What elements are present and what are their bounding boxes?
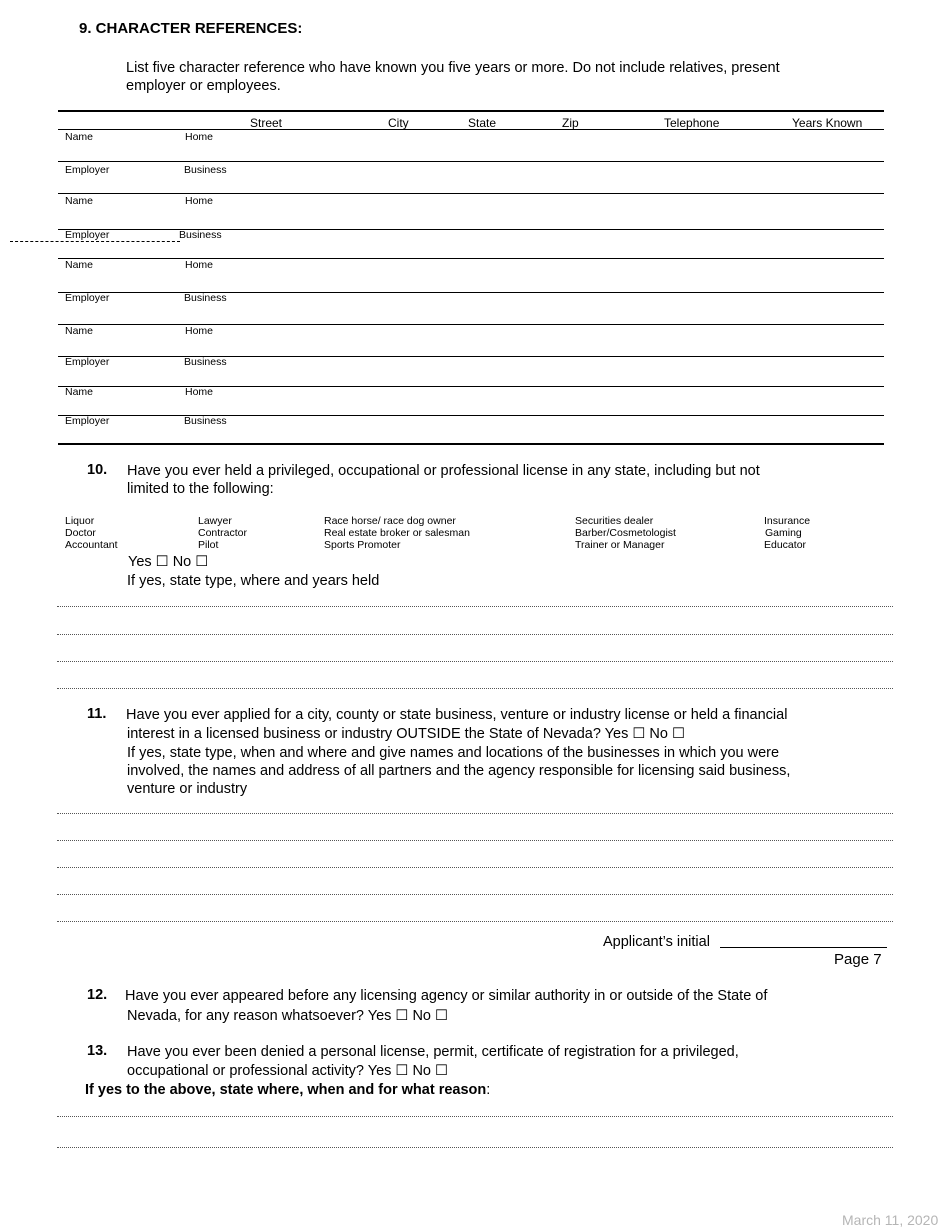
q13-note-colon: : <box>486 1082 491 1098</box>
license-item: Real estate broker or salesman <box>324 527 470 539</box>
q13-line2[interactable]: occupational or professional activity? Yes ☐ No ☐ <box>127 1063 449 1079</box>
q13-note-bold: If yes to the above, state where, when and for what reason <box>85 1082 487 1098</box>
row-rule <box>58 292 884 293</box>
row5-sublabel[interactable]: Home <box>185 259 214 271</box>
row9-sublabel[interactable]: Home <box>185 386 214 398</box>
q9-instruction-line2: employer or employees. <box>126 78 281 94</box>
license-item: Insurance <box>764 515 811 527</box>
row2-label[interactable]: Employer <box>65 164 110 176</box>
license-item: Lawyer <box>198 515 232 527</box>
row4-sublabel[interactable]: Business <box>179 229 222 241</box>
row-rule <box>58 356 884 357</box>
license-item: Pilot <box>198 539 219 551</box>
license-item: Sports Promoter <box>324 539 401 551</box>
dashed-marker <box>10 241 180 242</box>
row-rule <box>58 324 884 325</box>
q13-line1: Have you ever been denied a personal license, permit, certificate of registration for a privileged, <box>127 1044 739 1060</box>
q11-line5: venture or industry <box>127 781 248 797</box>
answer-line[interactable] <box>57 813 893 814</box>
applicant-initial-field[interactable] <box>720 947 887 948</box>
row1-sublabel[interactable]: Home <box>185 131 214 143</box>
row3-sublabel[interactable]: Home <box>185 195 214 207</box>
q10-line2: limited to the following: <box>127 481 274 497</box>
col-street: Street <box>250 116 283 130</box>
q10-if-yes: If yes, state type, where and years held <box>127 573 380 589</box>
col-zip: Zip <box>562 116 579 130</box>
col-state: State <box>468 116 497 130</box>
header-rule <box>58 129 884 130</box>
answer-line[interactable] <box>57 840 893 841</box>
row8-sublabel[interactable]: Business <box>184 356 227 368</box>
row4-label[interactable]: Employer <box>65 229 110 241</box>
answer-line[interactable] <box>57 688 893 689</box>
q11-line2[interactable]: interest in a licensed business or industry OUTSIDE the State of Nevada? Yes ☐ No ☐ <box>127 726 685 742</box>
q13-note <box>85 1081 490 1099</box>
row7-sublabel[interactable]: Home <box>185 325 214 337</box>
license-item: Trainer or Manager <box>575 539 665 551</box>
q10-line1: Have you ever held a privileged, occupational or professional license in any state, including but not <box>127 463 760 479</box>
applicant-initial-label: Applicant’s initial <box>603 934 710 950</box>
q11-line4: involved, the names and address of all partners and the agency responsible for licensing said business, <box>127 763 791 779</box>
row7-label[interactable]: Name <box>65 325 94 337</box>
license-item: Barber/Cosmetologist <box>575 527 676 539</box>
answer-line[interactable] <box>57 894 893 895</box>
col-telephone: Telephone <box>664 116 720 130</box>
row1-label[interactable]: Name <box>65 131 94 143</box>
q10-yes-no-checkboxes[interactable]: Yes ☐ No ☐ <box>128 554 209 570</box>
answer-line[interactable] <box>57 661 893 662</box>
row2-sublabel[interactable]: Business <box>184 164 227 176</box>
row5-label[interactable]: Name <box>65 259 94 271</box>
table-top-rule <box>58 110 884 112</box>
row9-label[interactable]: Name <box>65 386 94 398</box>
page-number: Page 7 <box>834 951 882 968</box>
license-item: Doctor <box>65 527 96 539</box>
answer-line[interactable] <box>57 1147 893 1148</box>
q12-number: 12. <box>87 987 108 1003</box>
row3-label[interactable]: Name <box>65 195 94 207</box>
answer-line[interactable] <box>57 1116 893 1117</box>
q9-instruction-line1: List five character reference who have known you five years or more. Do not include relatives, present <box>126 60 780 76</box>
q11-number: 11. <box>87 706 107 722</box>
q11-line3: If yes, state type, when and where and give names and locations of the businesses in which you were <box>127 745 780 761</box>
q13-number: 13. <box>87 1043 108 1059</box>
footer-date: March 11, 2020 <box>842 1212 939 1228</box>
row10-sublabel[interactable]: Business <box>184 415 227 427</box>
license-item: Accountant <box>65 539 118 551</box>
answer-line[interactable] <box>57 634 893 635</box>
answer-line[interactable] <box>57 867 893 868</box>
license-item: Race horse/ race dog owner <box>324 515 456 527</box>
row-rule <box>58 386 884 387</box>
license-item: Securities dealer <box>575 515 654 527</box>
answer-line[interactable] <box>57 606 893 607</box>
row-rule <box>58 193 884 194</box>
row-rule <box>58 258 884 259</box>
row6-label[interactable]: Employer <box>65 292 110 304</box>
row8-label[interactable]: Employer <box>65 356 110 368</box>
q11-line1: Have you ever applied for a city, county or state business, venture or industry license or held a financial <box>126 707 788 723</box>
q12-line2[interactable]: Nevada, for any reason whatsoever? Yes ☐ No ☐ <box>127 1008 449 1024</box>
q9-title: 9. CHARACTER REFERENCES: <box>79 20 303 37</box>
answer-line[interactable] <box>57 921 893 922</box>
license-item: Liquor <box>65 515 95 527</box>
col-years-known: Years Known <box>792 116 863 130</box>
table-bottom-rule <box>58 443 884 445</box>
col-city: City <box>388 116 409 130</box>
license-item: Contractor <box>198 527 248 539</box>
license-item: Gaming <box>765 527 802 539</box>
row6-sublabel[interactable]: Business <box>184 292 227 304</box>
row10-label[interactable]: Employer <box>65 415 110 427</box>
row-rule <box>58 415 884 416</box>
q12-line1: Have you ever appeared before any licensing agency or similar authority in or outside of the State of <box>125 988 768 1004</box>
license-item: Educator <box>764 539 807 551</box>
row-rule <box>58 161 884 162</box>
q10-number: 10. <box>87 462 108 478</box>
